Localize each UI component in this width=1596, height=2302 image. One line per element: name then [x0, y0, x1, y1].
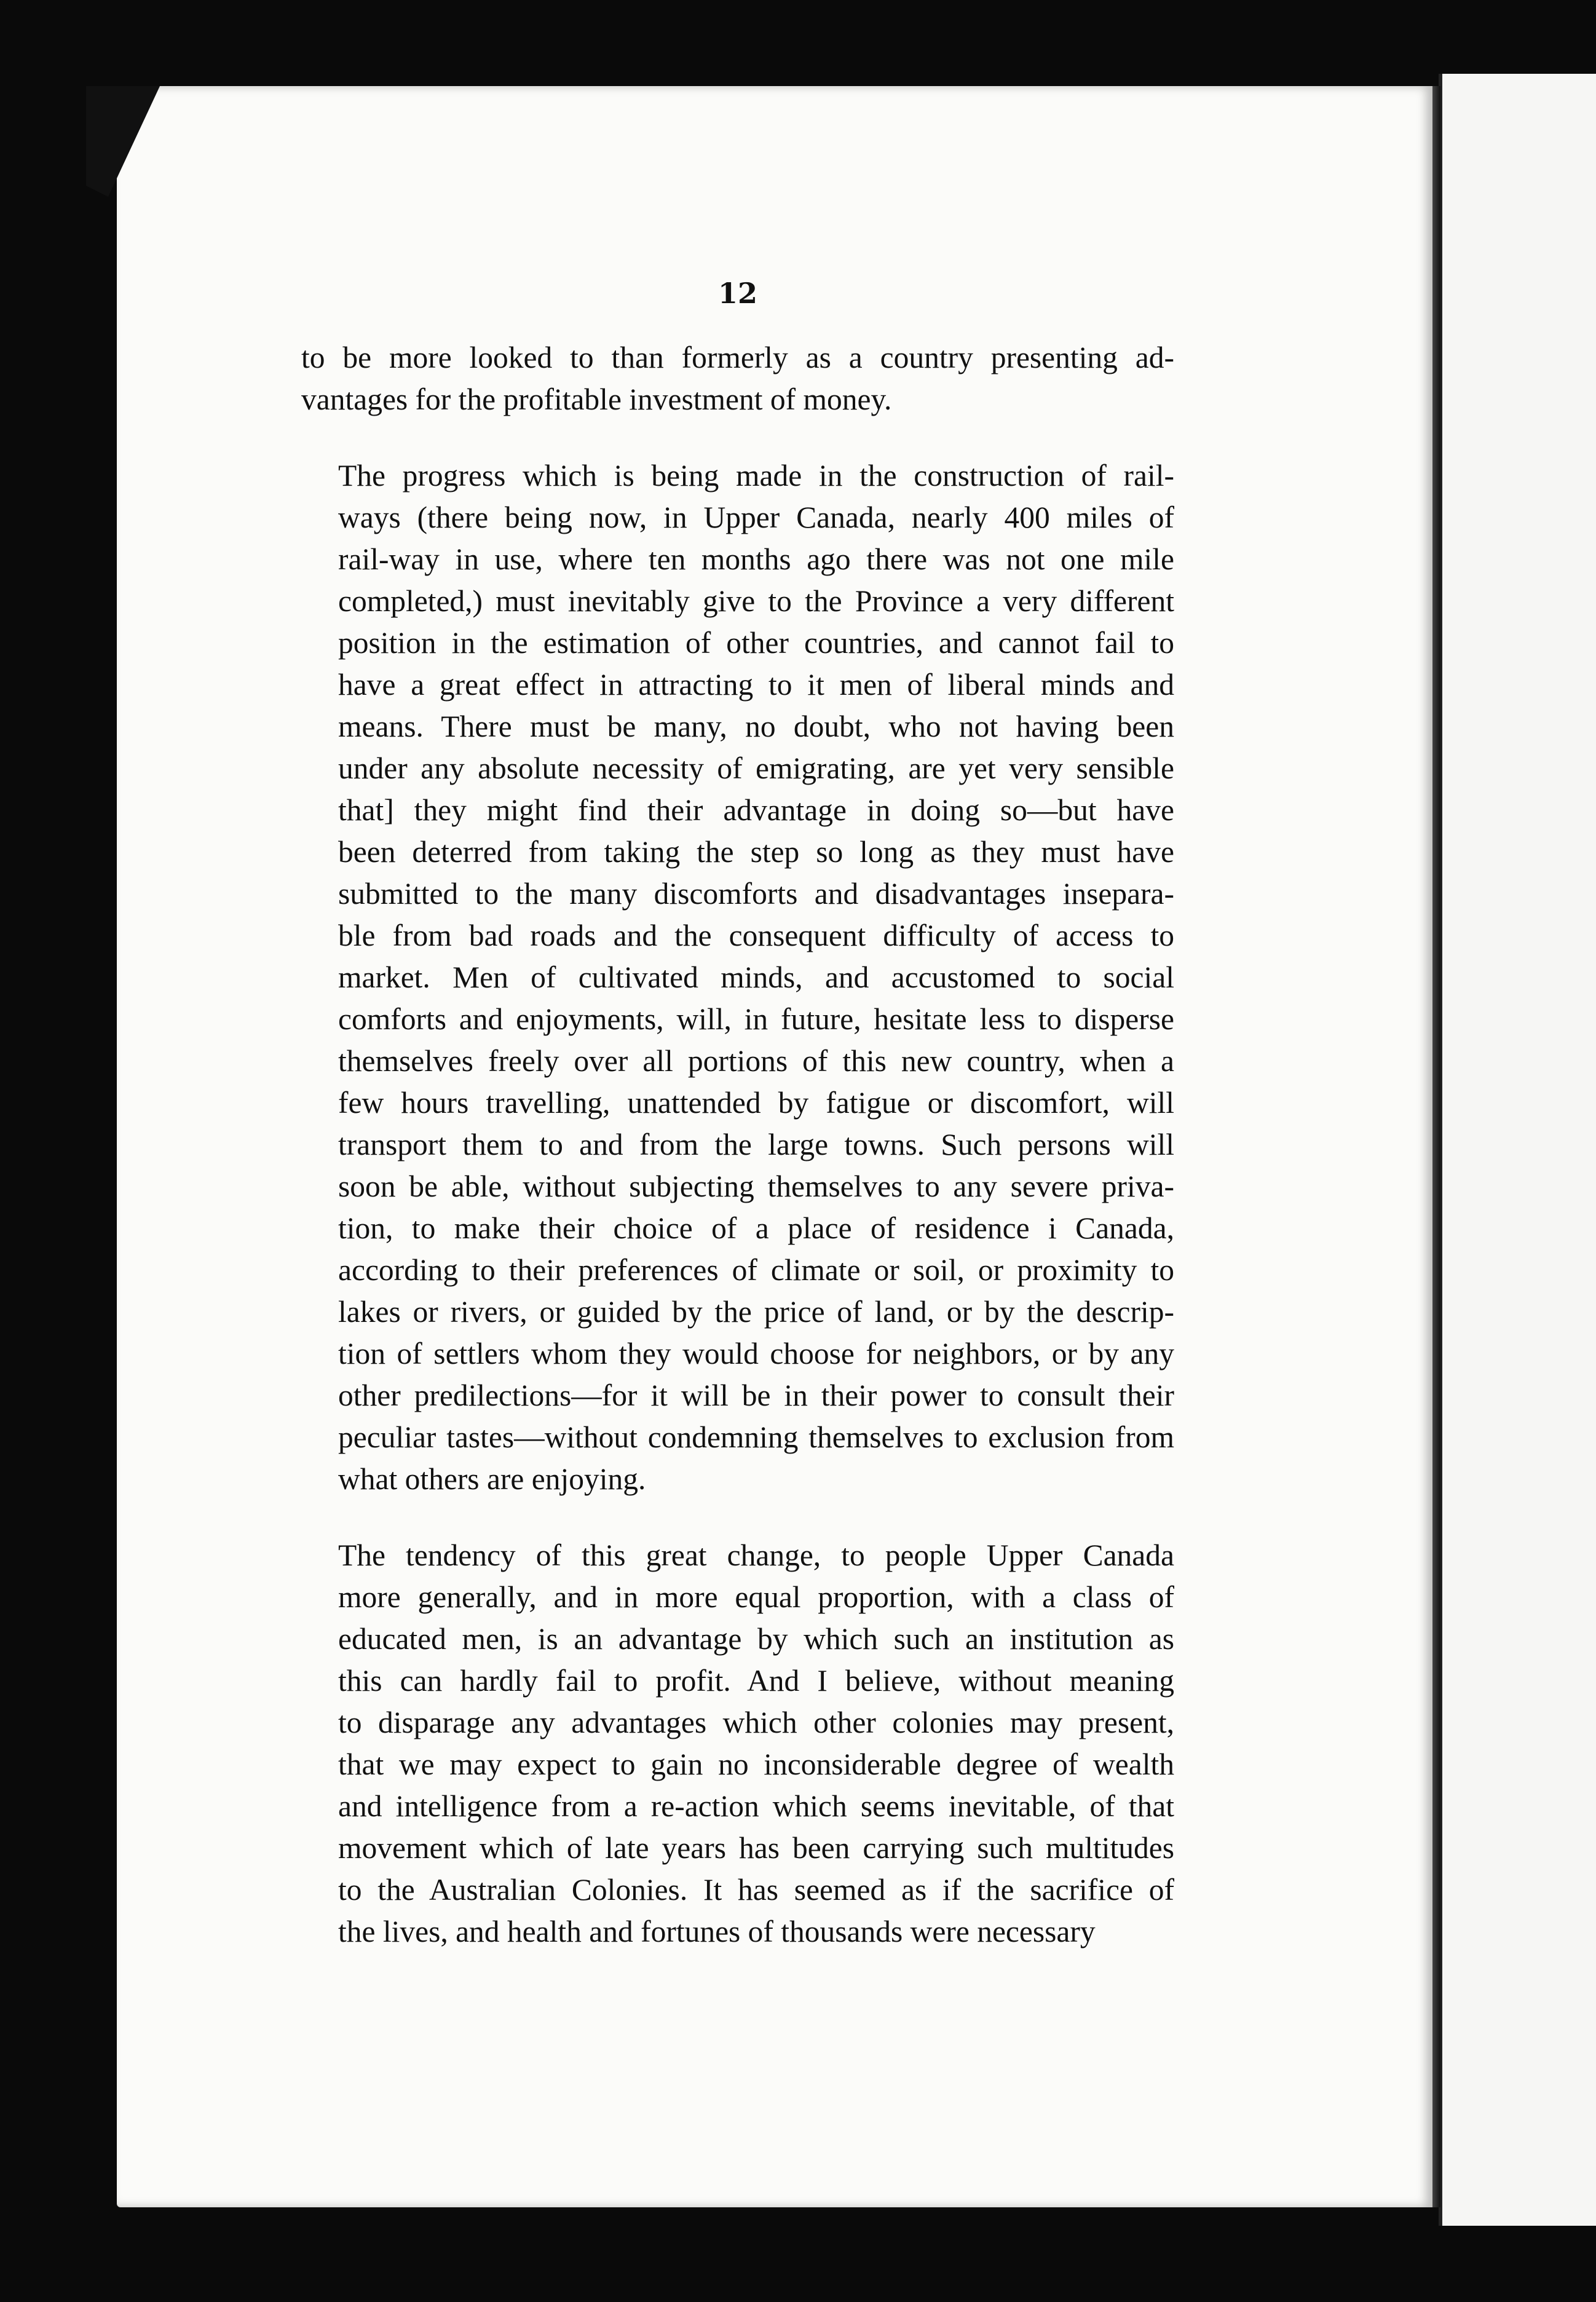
text-line: have a great effect in attracting to it men of liberal minds and — [338, 668, 1174, 702]
text-line: educated men, is an advantage by which such an institution as — [338, 1622, 1174, 1656]
text-line: vantages for the profitable investment of money. — [301, 382, 892, 416]
facing-page-edge — [1439, 74, 1596, 2226]
text-line: under any absolute necessity of emigrating, are yet very sensible — [338, 751, 1174, 785]
text-line: ble from bad roads and the consequent difficulty of access to — [338, 919, 1174, 952]
paragraph — [301, 455, 1174, 1500]
text-line: movement which of late years has been carrying such multitudes — [338, 1831, 1174, 1865]
text-line: themselves freely over all portions of this new country, when a — [338, 1044, 1174, 1078]
paragraph — [301, 337, 1174, 421]
text-line: the lives, and health and fortunes of thousands were necessary — [338, 1915, 1096, 1948]
page-number: 12 — [717, 277, 757, 310]
text-line: and intelligence from a re-action which seems inevitable, of that — [338, 1789, 1174, 1823]
text-line: peculiar tastes—without condemning themselves to exclusion from — [338, 1420, 1174, 1454]
text-line: means. There must be many, no doubt, who not having been — [338, 710, 1174, 743]
text-line: The tendency of this great change, to people Upper Canada — [338, 1538, 1174, 1572]
text-line: market. Men of cultivated minds, and accustomed to social — [338, 960, 1174, 994]
text-line: tion, to make their choice of a place of residence i Canada, — [338, 1211, 1174, 1245]
text-line: to the Australian Colonies. It has seemed as if the sacrifice of — [338, 1873, 1174, 1907]
text-line: soon be able, without subjecting themselves to any severe priva- — [338, 1169, 1174, 1203]
text-line: been deterred from taking the step so long as they must have — [338, 835, 1174, 869]
text-line: position in the estimation of other countries, and cannot fail to — [338, 626, 1174, 660]
text-line: that we may expect to gain no inconsiderable degree of wealth — [338, 1747, 1174, 1781]
text-line: rail-way in use, where ten months ago there was not one mile — [338, 542, 1174, 576]
text-line: The progress which is being made in the construction of rail- — [338, 459, 1174, 492]
text-line: transport them to and from the large towns. Such persons will — [338, 1128, 1174, 1161]
text-line: completed,) must inevitably give to the Province a very different — [338, 584, 1174, 618]
text-line: ways (there being now, in Upper Canada, nearly 400 miles of — [338, 500, 1174, 534]
text-line: comforts and enjoyments, will, in future, hesitate less to disperse — [338, 1002, 1174, 1036]
text-line: few hours travelling, unattended by fatigue or discomfort, will — [338, 1086, 1174, 1120]
text-line: what others are enjoying. — [338, 1462, 646, 1496]
text-line: other predilections—for it will be in their power to consult their — [338, 1378, 1174, 1412]
body-text — [301, 337, 1174, 1953]
text-line: to disparage any advantages which other colonies may present, — [338, 1706, 1174, 1739]
text-line: submitted to the many discomforts and disadvantages insepara- — [338, 877, 1174, 911]
text-line: that] they might find their advantage in doing so—but have — [338, 793, 1174, 827]
text-line: lakes or rivers, or guided by the price of land, or by the descrip- — [338, 1295, 1174, 1329]
paragraph — [301, 1535, 1174, 1953]
text-line: this can hardly fail to profit. And I believe, without meaning — [338, 1664, 1174, 1698]
text-line: to be more looked to than formerly as a country presenting ad- — [301, 341, 1174, 374]
text-line: more generally, and in more equal proportion, with a class of — [338, 1580, 1174, 1614]
text-line: according to their preferences of climate or soil, or proximity to — [338, 1253, 1174, 1287]
text-line: tion of settlers whom they would choose for neighbors, or by any — [338, 1337, 1174, 1371]
